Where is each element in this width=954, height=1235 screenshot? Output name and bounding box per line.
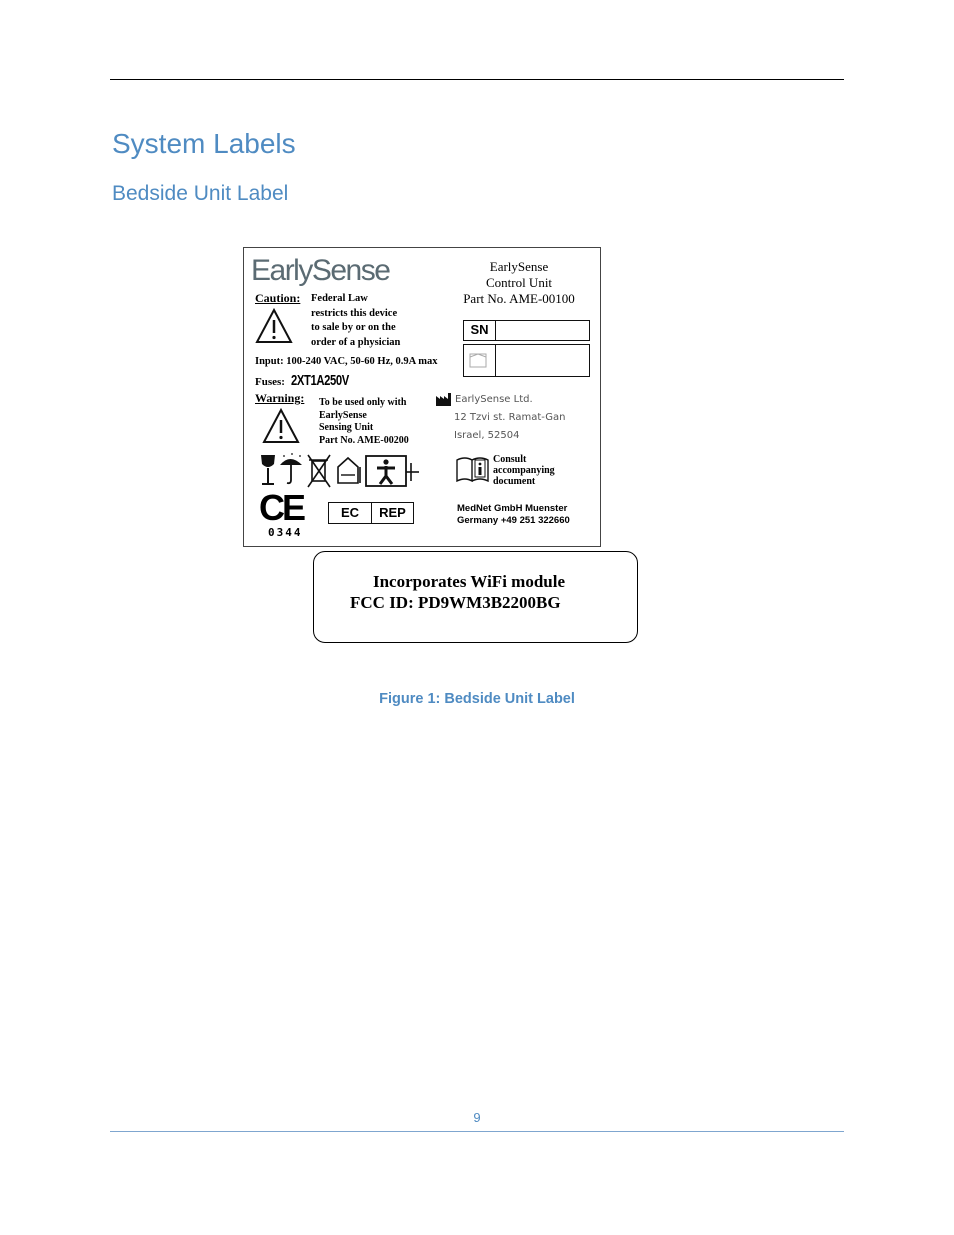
- consult-line: Consult: [493, 454, 527, 465]
- manufacturer-line: EarlySense Ltd.: [455, 394, 533, 405]
- fuses-label: Fuses:: [255, 376, 285, 388]
- manufacture-date-box: [463, 344, 590, 377]
- sn-label: SN: [464, 321, 496, 340]
- product-info: [444, 259, 594, 307]
- product-line: Part No. AME-00100: [463, 291, 575, 306]
- caution-text: [311, 292, 400, 350]
- product-line: Control Unit: [485, 275, 553, 290]
- notified-body-number: 0344: [268, 526, 303, 539]
- caution-title: Caution:: [255, 291, 301, 305]
- input-rating: Input: 100-240 VAC, 50-60 Hz, 0.9A max: [255, 356, 438, 367]
- type-bf-icon: [366, 456, 419, 486]
- caution-line: restricts this device: [311, 307, 398, 319]
- rep-label: REP: [379, 505, 406, 520]
- bedside-unit-label-image: [243, 247, 601, 547]
- caution-line: Federal Law: [311, 293, 368, 304]
- fcc-id-line: FCC ID: PD9WM3B2200BG: [350, 593, 561, 612]
- indoor-use-icon: [338, 458, 360, 483]
- serial-number-box: [463, 320, 590, 341]
- figure-caption: Figure 1: Bedside Unit Label: [379, 691, 575, 707]
- manufacturer-icon: [436, 393, 451, 406]
- warning-line: To be used only with: [319, 397, 407, 408]
- warning-line: Sensing Unit: [319, 422, 374, 433]
- caution-line: to sale by or on the: [311, 322, 396, 333]
- warning-text: [319, 397, 409, 447]
- wifi-note-line: Incorporates WiFi module: [372, 572, 566, 591]
- caution-triangle-icon: [255, 308, 293, 344]
- fuses-value: 2XT1A250V: [290, 372, 349, 389]
- warning-triangle-icon: [262, 408, 300, 444]
- consult-line: document: [493, 476, 536, 487]
- page-heading: System Labels: [112, 128, 296, 159]
- warning-line: EarlySense: [319, 409, 367, 421]
- ec-label: EC: [329, 503, 372, 523]
- rep-address-line: MedNet GmbH Muenster: [457, 503, 568, 514]
- consult-document-icon: [455, 456, 491, 482]
- keep-dry-icon: [280, 453, 302, 483]
- section-heading: Bedside Unit Label: [112, 182, 289, 205]
- footer-rule: [110, 1131, 844, 1132]
- warning-title: Warning:: [255, 391, 305, 405]
- wifi-module-note: [313, 551, 638, 643]
- weee-bin-icon: [308, 455, 330, 487]
- header-rule: [110, 79, 844, 80]
- manufacturer-address: [455, 391, 565, 445]
- consult-line: accompanying: [493, 465, 555, 476]
- caution-line: order of a physician: [311, 336, 401, 348]
- earlysense-logo: EarlySense: [251, 254, 390, 287]
- authorized-representative: [457, 503, 570, 527]
- consult-text: [493, 454, 555, 487]
- fragile-icon: [261, 455, 275, 484]
- ce-mark: CE: [259, 487, 304, 528]
- date-symbol-cell: [464, 345, 496, 376]
- rep-address-line: Germany +49 251 322660: [457, 515, 570, 526]
- product-line: EarlySense: [489, 259, 549, 274]
- regulatory-symbols-row: [259, 453, 437, 489]
- ec-rep-symbol: [328, 502, 414, 524]
- manufacturer-line: 12 Tzvi st. Ramat-Gan: [454, 412, 566, 423]
- manufacture-date-icon: [464, 345, 494, 375]
- manufacturer-line: Israel, 52504: [454, 430, 520, 441]
- page-number: 9: [473, 1110, 481, 1125]
- warning-line: Part No. AME-00200: [319, 434, 409, 446]
- fuses-rating: [255, 372, 368, 389]
